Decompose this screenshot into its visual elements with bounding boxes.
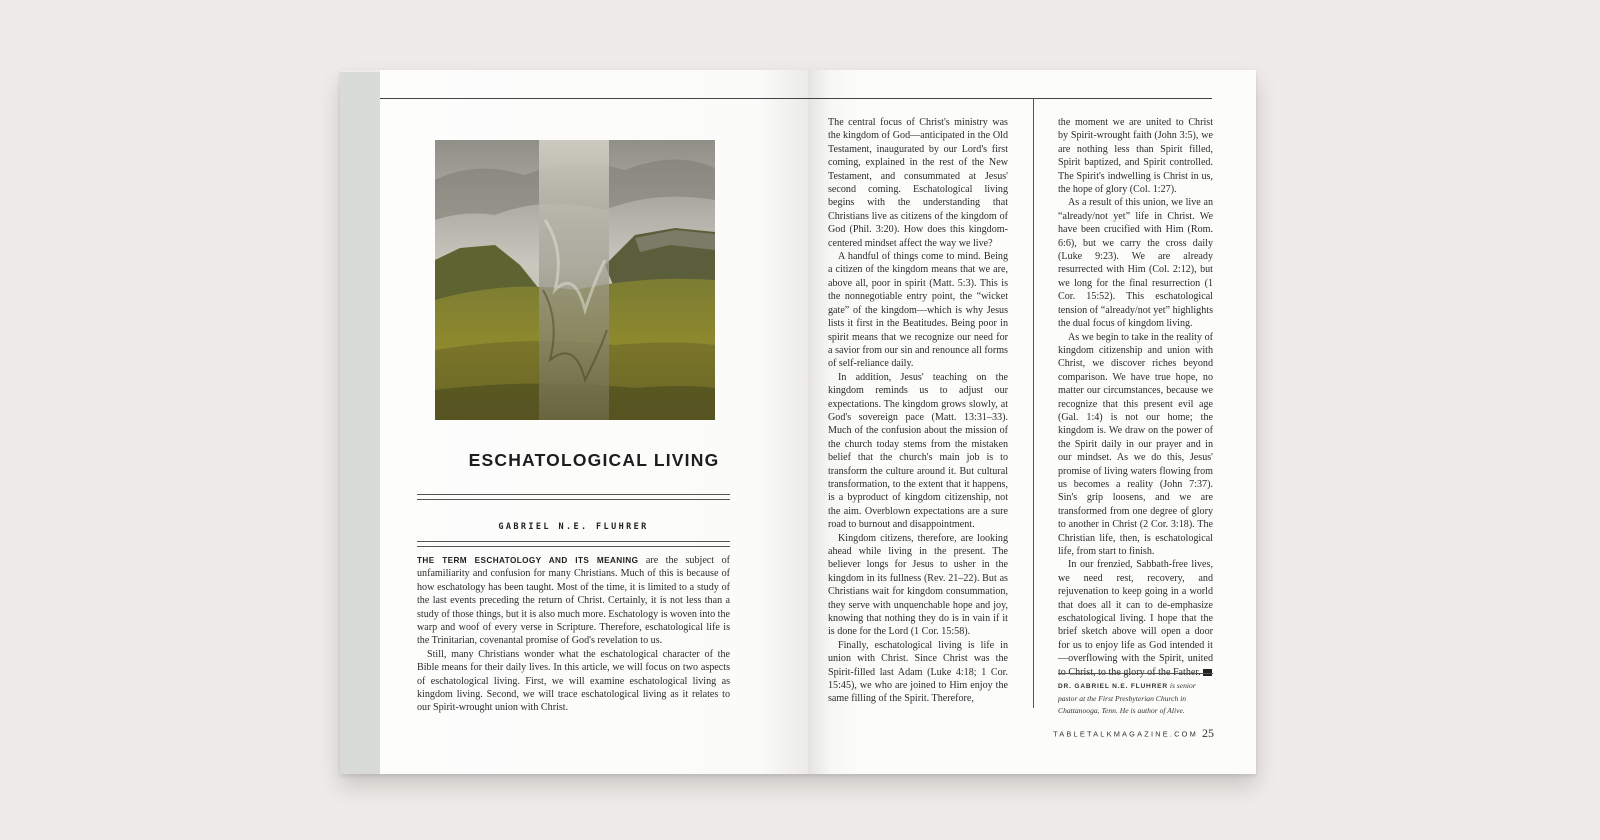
author-bio	[1058, 680, 1213, 717]
left-page	[380, 70, 808, 774]
paragraph: the moment we are united to Christ by Spirit-wrought faith (John 3:5), we are nothing less than Spirit filled, Spirit baptized, and Spirit controlled. The Spirit's indwelling is Christ in us, the hope of glory (Col. 1:27).	[1058, 117, 1213, 196]
paragraph: The central focus of Christ's ministry was the kingdom of God—anticipated in the Old Testament, inaugurated by our Lord's first coming, explained in the rest of the New Testament, and consummated at Jesus' second coming. Eschatological living begins with the understanding that Christians live as citizens of the kingdom of God (Phil. 3:20). How does this kingdom-centered mindset affect the way we live?	[828, 117, 1008, 249]
paragraph: In addition, Jesus' teaching on the kingdom reminds us to adjust our expectations. The kingdom grows slowly, at God's sovereign pace (Matt. 13:31–33). Much of the confusion about the mission of the church today stems from the mistaken belief that the church's main job is to transform the culture around it. But cultural transformation, to the extent that it happens, is a byproduct of kingdom citizenship, not the aim. Overblown expectations are a sure road to burnout and disappointment.	[828, 371, 1008, 531]
right-page	[808, 70, 1256, 774]
paragraph: As a result of this union, we live an “already/not yet” life in Christ. We have been crucified with Him (Rom. 6:6), but we carry the cross daily (Luke 9:23). We are already resurrected with Him (Col. 2:12), but we long for the final resurrection (1 Cor. 15:52). This eschatological tension of “already/not yet” highlights the dual focus of kingdom living.	[1058, 197, 1213, 330]
title-rule	[417, 494, 730, 500]
magazine-spread	[340, 70, 1256, 774]
page-folio	[1053, 725, 1214, 743]
paragraph: A handful of things come to mind. Being a citizen of the kingdom means that we are, above all, poor in spirit (Matt. 5:3). This is the nonnegotiable entry point, the “wicket gate” of the kingdom—which is why Jesus lists it first in the Beatitudes. Being poor in spirit means that we recognize our need for a savior from our sin and renounce all forms of self-reliance daily.	[828, 251, 1008, 370]
top-rule	[380, 98, 808, 99]
text-column-2	[1058, 116, 1217, 679]
magazine-website: TABLETALKMAGAZINE.COM	[1053, 729, 1198, 739]
column-divider	[1033, 98, 1034, 708]
lead-in: THE TERM ESCHATOLOGY AND ITS MEANING	[417, 556, 639, 565]
intro-paragraph: Still, many Christians wonder what the eschatological character of the Bible means for their daily lives. In this article, we will focus on two aspects of eschatological living. First, we will examine eschatological living as kingdom living. Second, we will trace eschatological living as it relates to our Spirit-wrought union with Christ.	[417, 648, 730, 714]
byline-rule	[417, 541, 730, 547]
paragraph: Kingdom citizens, therefore, are looking ahead while living in the present. The believer longs for Jesus to usher in the kingdom in its fullness (Rev. 21–22). But as Christians wait for kingdom consummation, they serve with unquenchable hope and joy, knowing that nothing they do is in vain if it is done for the Lord (1 Cor. 15:58).	[828, 532, 1008, 638]
intro-paragraph: THE TERM ESCHATOLOGY AND ITS MEANING are the subject of unfamiliarity and confusion for many Christians. Much of this is because of how eschatology has been taught. Most of the time, it is limited to a study of the last events preceding the return of Christ. Certainly, it is not less than a study of those things, but it is also much more. Eschatology is woven into the warp and woof of every verse in Scripture. Therefore, eschatological life is the Trinitarian, covenantal promise of God's revelation to us.	[417, 555, 730, 647]
bio-rule	[1058, 673, 1213, 674]
bio-author-name: DR. GABRIEL N.E. FLUHRER	[1058, 683, 1168, 690]
page-number: 25	[1202, 726, 1214, 741]
intro-text	[417, 554, 730, 715]
bio-description: is senior pastor at the First Presbyterian Church in Chattanooga, Tenn. He is author of Alive.	[1058, 681, 1196, 715]
top-rule	[808, 98, 1212, 99]
text-column-1	[828, 116, 1008, 706]
landscape-illustration	[435, 140, 715, 420]
article-title: ESCHATOLOGICAL LIVING	[468, 450, 720, 470]
paragraph: Finally, eschatological living is life in union with Christ. Since Christ was the Spirit-filled last Adam (Luke 4:18; 1 Cor. 15:45), we who are joined to Him enjoy the same filling of the Spirit. Therefore,	[828, 639, 1008, 705]
paragraph: In our frenzied, Sabbath-free lives, we need rest, recovery, and rejuvenation to keep going in a world that does all it can to de-emphasize eschatological living. I hope that the brief sketch above will open a door for us to enjoy life as God intended it—overflowing with the Spirit, united to Christ, to the glory of the Father. T	[1058, 559, 1217, 678]
landscape-photo	[435, 140, 715, 420]
paragraph: As we begin to take in the reality of kingdom citizenship and union with Christ, we discover riches beyond comparison. We have true hope, no matter our circumstances, because we recognize that this present evil age (Gal. 1:4) is not our home; the kingdom is. We draw on the power of the Spirit daily in our prayer and in our mindset. As we do this, Jesus' promise of living waters flowing from us becomes a reality (John 7:37). Sin's grip loosens, and we are transformed from one degree of glory to another in Christ (2 Cor. 3:18). The Christian life, then, is eschatological life, from start to finish.	[1058, 331, 1213, 557]
author-byline: GABRIEL N.E. FLUHRER	[498, 522, 649, 532]
end-mark-icon: T	[1203, 669, 1212, 676]
cover-edge-strip	[340, 72, 380, 774]
